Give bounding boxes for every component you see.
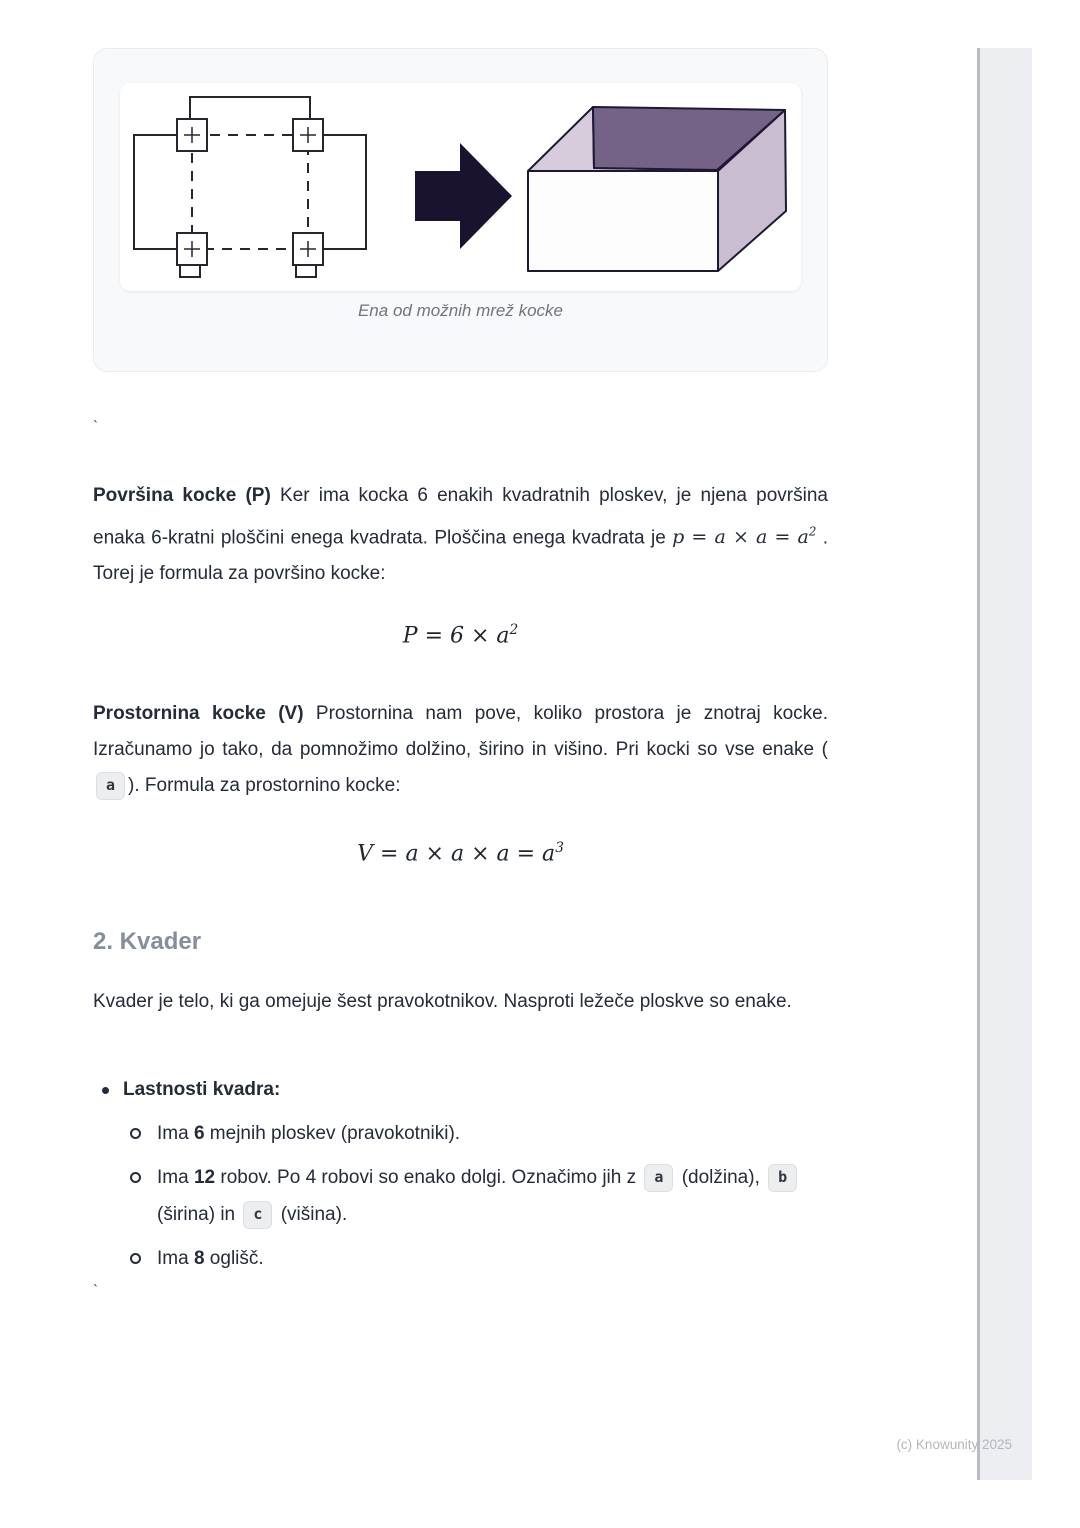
list-title: Lastnosti kvadra: xyxy=(93,1072,828,1108)
section-heading-kvader: 2. Kvader xyxy=(93,928,202,955)
sublist xyxy=(93,1115,828,1277)
code-chip-a2: a xyxy=(644,1164,673,1192)
inline-formula-ploscina: $p = a \times a = a^2$ xyxy=(672,525,817,549)
scrollbar-track[interactable] xyxy=(977,48,1032,1480)
properties-list xyxy=(93,1072,828,1284)
code-chip-a: a xyxy=(96,772,125,800)
arrow-icon xyxy=(415,143,512,249)
copyright-text: (c) Knowunity 2025 xyxy=(896,1437,1012,1452)
list-item-ploskve: Ima 6 mejnih ploskev (pravokotniki). xyxy=(123,1115,828,1152)
stray-backtick-1: ` xyxy=(93,418,98,435)
code-chip-c: c xyxy=(243,1201,272,1229)
formula-prostornina: $V = a \times a \times a = a^3$ xyxy=(357,840,564,867)
cube-net xyxy=(134,97,366,277)
paragraph-povrsina: Površina kocke (P) Ker ima kocka 6 enakih kvadratnih ploskev, je njena površina enaka 6-kratni ploščini enega kvadrata. Ploščina enega kvadrata je $p = a \times a = a^2$ . Torej je formula za površino kocke: xyxy=(93,485,828,585)
code-chip-b: b xyxy=(768,1164,797,1192)
list-item-oglisca: Ima 8 oglišč. xyxy=(123,1240,828,1277)
open-box xyxy=(528,107,786,271)
paragraph-kvader-intro: Kvader je telo, ki ga omejuje šest pravokotnikov. Nasproti ležeče ploskve so enake. xyxy=(93,991,792,1012)
paragraph-prostornina: Prostornina kocke (V) Prostornina nam pove, koliko prostora je znotraj kocke. Izračunamo jo tako, da pomnožimo dolžino, širino in višino. Pri kocki so vse enake (a ). Formula za prostornino kocke: xyxy=(93,696,828,804)
figure-panel xyxy=(120,83,801,291)
povrsina-lead: Površina kocke (P) xyxy=(93,485,271,506)
cube-net-illustration xyxy=(120,83,801,291)
figure-caption: Ena od možnih mrež kocke xyxy=(357,301,564,320)
prostornina-lead: Prostornina kocke (V) xyxy=(93,703,304,724)
formula-povrsina: $P = 6 \times a^2$ xyxy=(402,622,519,649)
figure-card xyxy=(93,48,828,372)
stray-backtick-2: ` xyxy=(93,1282,98,1299)
list-item-robovi: Ima 12 robov. Po 4 robovi so enako dolgi. Označimo jih z a (dolžina), b (širina) in c (višina). xyxy=(123,1159,828,1233)
